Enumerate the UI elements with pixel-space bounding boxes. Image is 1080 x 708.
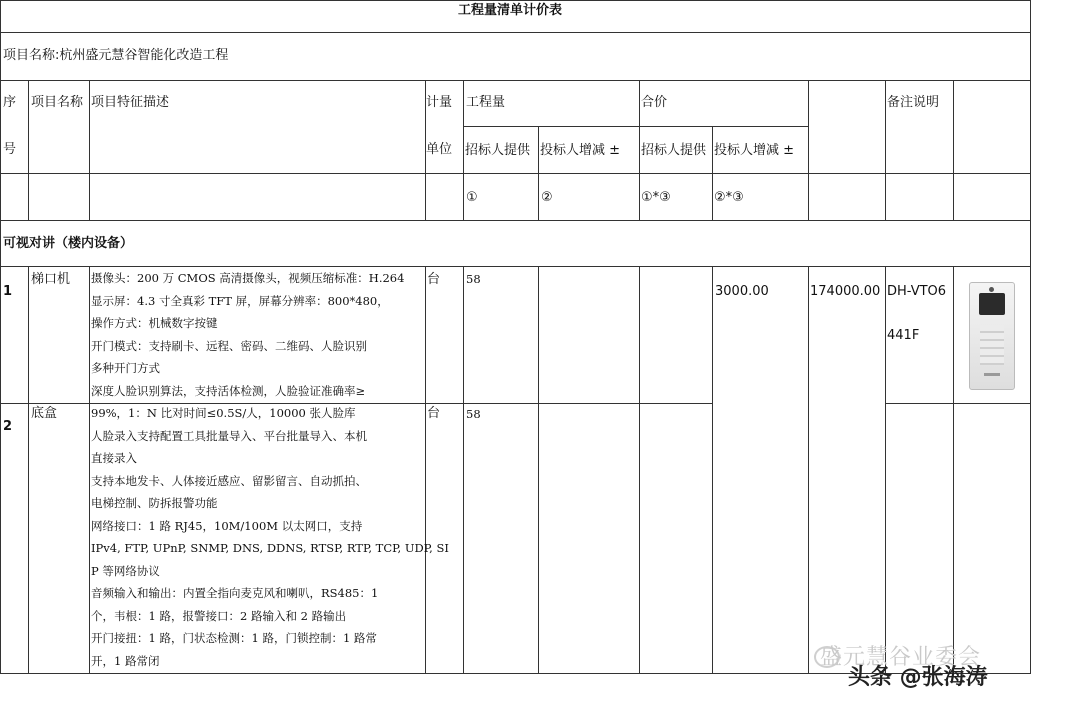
header-t-tender: 招标人提供 (641, 143, 707, 158)
header-unit-bottom: 单位 (426, 142, 453, 157)
camera-lens (989, 287, 994, 292)
description-line: 个，韦根：1 路，报警接口：2 路输入和 2 路输出 (91, 608, 347, 623)
rule (89, 266, 90, 674)
description-line: 支持本地发卡、人体接近感应、留影留言、自动抓拍、 (91, 473, 367, 488)
project-name: 项目名称:杭州盛元慧谷智能化改造工程 (3, 48, 229, 63)
rule (953, 80, 954, 221)
row-price: 3000.00 (715, 284, 769, 299)
rule (1030, 0, 1031, 674)
row-unit: 台 (427, 406, 441, 421)
formula-3: ①*③ (641, 190, 671, 205)
rule (463, 80, 464, 221)
rule (0, 80, 1031, 81)
description-line: 网络接口：1 路 RJ45，10M/100M 以太网口，支持 (91, 518, 363, 533)
description-line: 开门接扭：1 路，门状态检测：1 路，门锁控制：1 路常 (91, 631, 377, 645)
description-line: P 等网络协议 (91, 563, 160, 578)
rule (639, 80, 640, 221)
description-line: 操作方式：机械数字按键 (91, 316, 218, 330)
rule (808, 80, 809, 221)
description-line: 显示屏：4.3 寸全真彩 TFT 屏，屏幕分辨率：800*480， (91, 293, 389, 308)
row-qty: 58 (466, 272, 481, 286)
rule (808, 266, 809, 674)
rule (463, 126, 809, 127)
row-qty: 58 (466, 407, 481, 421)
description-line: 摄像头：200 万 CMOS 高清摄像头，视频压缩标准：H.264 (91, 271, 405, 285)
rule (28, 266, 29, 674)
formula-2: ② (541, 190, 553, 205)
row-total: 174000.00 (810, 284, 881, 299)
description-line: 电梯控制、防拆报警功能 (91, 496, 218, 510)
header-unit-top: 计量 (426, 95, 453, 110)
rule (639, 266, 640, 674)
rule (0, 32, 1031, 33)
rule (28, 80, 29, 221)
table-title: 工程量清单计价表 (458, 3, 563, 18)
rule (0, 0, 1031, 1)
rule (0, 0, 1, 674)
rule (885, 80, 886, 221)
door-station-image (969, 282, 1015, 390)
rule (885, 266, 886, 674)
description-line: 多种开门方式 (91, 361, 160, 375)
row-unit: 台 (427, 272, 441, 287)
description-line: 开门模式：支持刷卡、远程、密码、二维码、人脸识别 (91, 338, 367, 353)
description-line: 人脸录入支持配置工具批量导入、平台批量导入、本机 (91, 428, 367, 443)
description-line: 99%，1：N 比对时间≤0.5S/人，10000 张人脸库 (91, 406, 356, 420)
device-keypad (980, 325, 1004, 365)
watermark-faded: 盛元慧谷业委会 (820, 645, 982, 670)
formula-1: ① (466, 190, 478, 205)
rule (463, 266, 464, 674)
row-remark-model-suffix: 441F (887, 328, 920, 343)
header-seq-bottom: 号 (3, 142, 17, 157)
header-t-bidder: 投标人增减 ± (714, 143, 795, 158)
header-total: 合价 (641, 95, 668, 110)
header-q-bidder: 投标人增减 ± (540, 143, 621, 158)
rule (538, 266, 539, 674)
header-quantity: 工程量 (466, 95, 506, 110)
rule (0, 220, 1031, 221)
row-name: 梯口机 (31, 272, 71, 287)
rule (89, 80, 90, 221)
row-seq: 2 (3, 419, 13, 434)
header-remark: 备注说明 (887, 95, 940, 110)
description-line: 开，1 路常闭 (91, 653, 160, 668)
header-feature: 项目特征描述 (91, 95, 170, 110)
description-line: 音频输入和输出：内置全指向麦克风和喇叭，RS485：1 (91, 586, 379, 600)
description-line: IPv4, FTP, UPnP, SNMP, DNS, DDNS, RTSP, RTP, TCP, UDP, SI (91, 541, 449, 555)
rule (712, 266, 713, 674)
rule (712, 126, 713, 221)
header-q-tender: 招标人提供 (465, 143, 531, 158)
device-screen (979, 293, 1005, 315)
row-name: 底盒 (31, 406, 58, 421)
row-seq: 1 (3, 284, 13, 299)
formula-4: ②*③ (714, 190, 744, 205)
watermark-main: 头条 @张海涛 (848, 665, 988, 690)
row-remark-model: DH-VTO6 (887, 284, 947, 299)
header-name: 项目名称 (31, 95, 84, 110)
description-line: 深度人脸识别算法，支持活体检测，人脸验证准确率≥ (91, 383, 366, 398)
header-seq-top: 序 (3, 95, 17, 110)
device-brand-mark (984, 373, 1000, 376)
rule (538, 126, 539, 221)
section-title: 可视对讲（楼内设备） (3, 236, 134, 251)
feature-description (91, 267, 449, 672)
rule (953, 266, 954, 674)
description-line: 直接录入 (91, 451, 137, 465)
rule (885, 403, 1031, 404)
rule (0, 173, 1031, 174)
